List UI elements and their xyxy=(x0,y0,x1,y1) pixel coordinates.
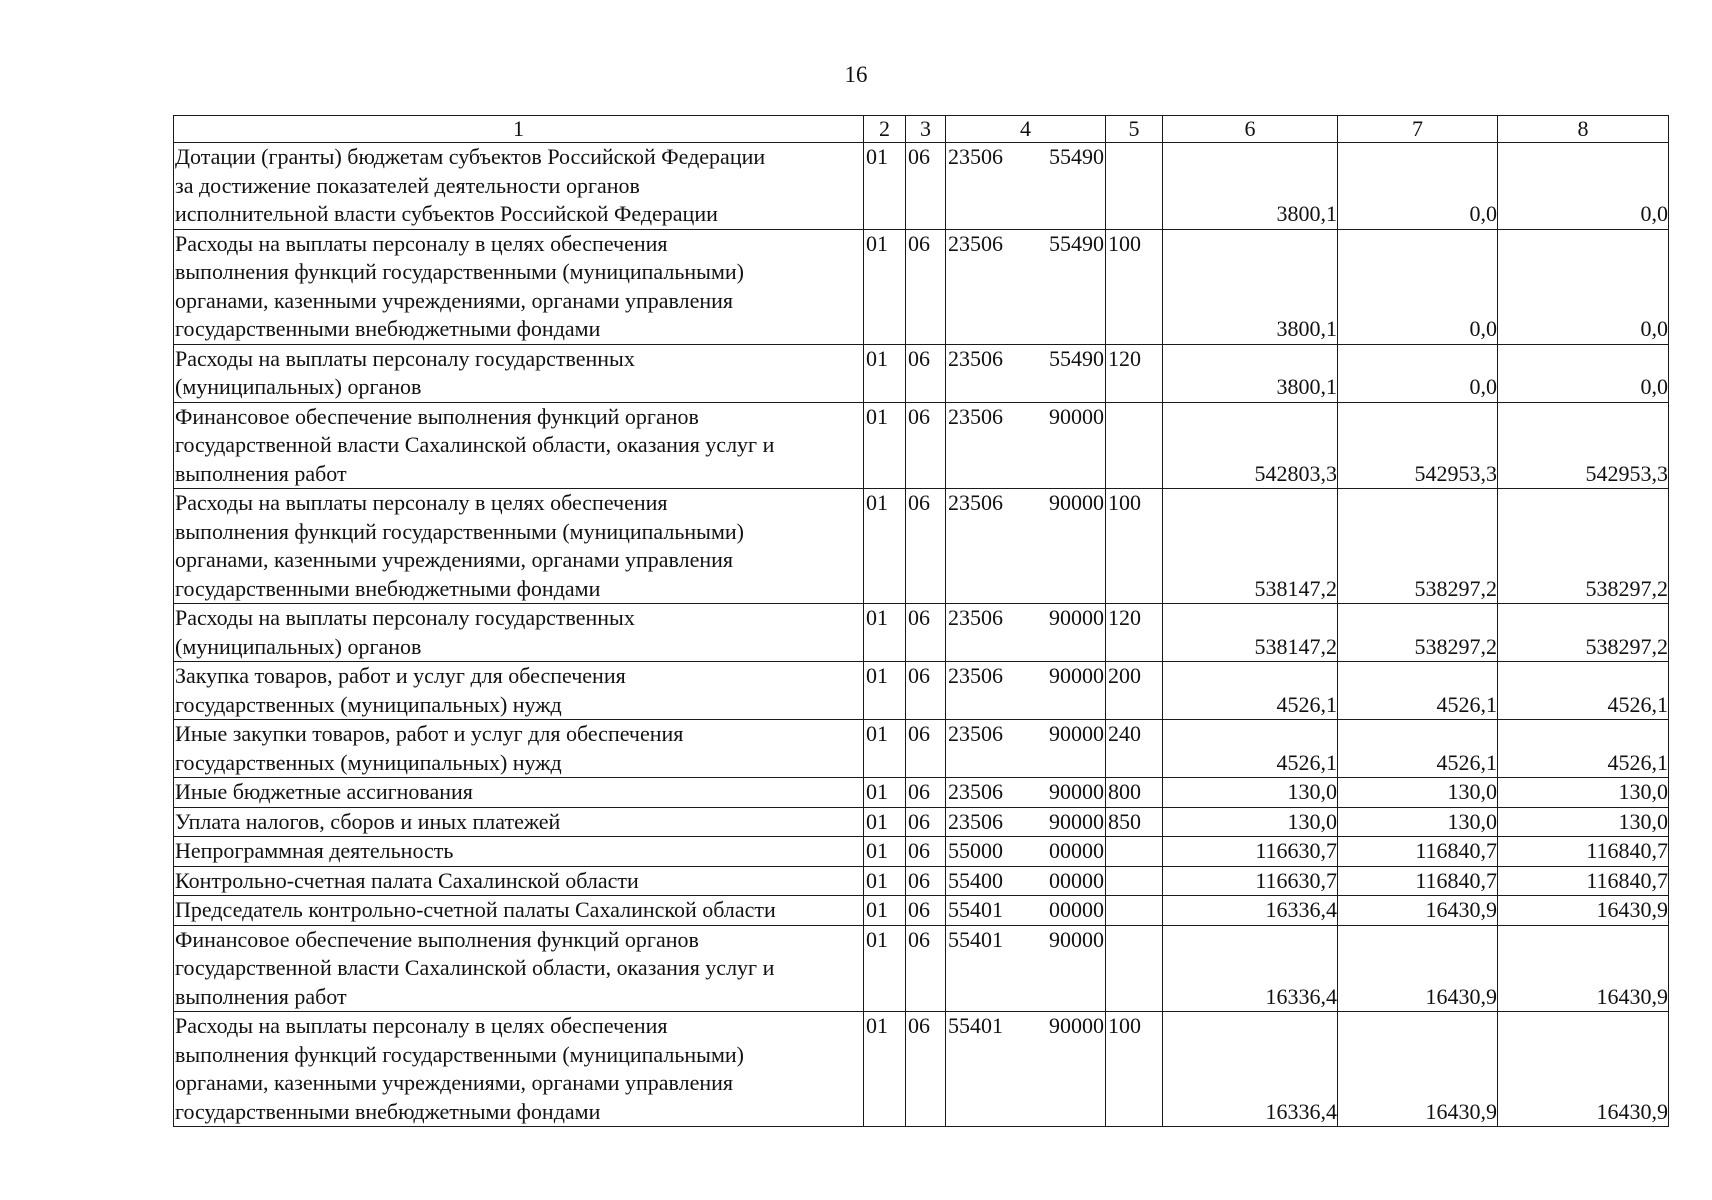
amount-col-7: 4526,1 xyxy=(1338,662,1498,720)
amount-col-8: 538297,2 xyxy=(1498,604,1669,662)
description-line: государственной власти Сахалинской области, оказания услуг и xyxy=(175,955,775,980)
description-line: государственными внебюджетными фондами xyxy=(175,1098,601,1124)
amount-col-6: 116630,7 xyxy=(1163,837,1338,867)
amount-col-7: 130,0 xyxy=(1338,778,1498,808)
section-code: 01 xyxy=(864,807,906,837)
amount-col-8: 130,0 xyxy=(1498,807,1669,837)
amount-col-6: 3800,1 xyxy=(1163,344,1338,402)
target-article-code xyxy=(946,1012,1106,1127)
header-cell-7: 7 xyxy=(1338,116,1498,143)
row-description xyxy=(174,402,864,489)
program-code: 23506 xyxy=(948,490,1003,515)
header-cell-6: 6 xyxy=(1163,116,1338,143)
program-code: 55401 xyxy=(948,897,1003,922)
section-code: 01 xyxy=(864,778,906,808)
amount-col-7: 538297,2 xyxy=(1338,489,1498,604)
expense-type-code xyxy=(1106,896,1163,926)
program-code: 23506 xyxy=(948,345,1003,371)
target-article-code xyxy=(946,402,1106,489)
direction-code: 90000 xyxy=(1049,779,1104,804)
expense-type-code xyxy=(1106,866,1163,896)
row-description xyxy=(174,720,864,778)
description-line: выполнения работ xyxy=(175,983,347,1009)
description-line: Иные бюджетные ассигнования xyxy=(175,779,473,804)
amount-col-6: 4526,1 xyxy=(1163,720,1338,778)
amount-col-6: 542803,3 xyxy=(1163,402,1338,489)
target-article-code xyxy=(946,720,1106,778)
expense-type-code: 120 xyxy=(1106,604,1163,662)
description-line: государственной власти Сахалинской области, оказания услуг и xyxy=(175,432,775,457)
amount-col-6: 16336,4 xyxy=(1163,925,1338,1012)
row-description xyxy=(174,604,864,662)
amount-col-6: 130,0 xyxy=(1163,807,1338,837)
section-code: 01 xyxy=(864,925,906,1012)
subsection-code: 06 xyxy=(906,604,946,662)
direction-code: 00000 xyxy=(1049,867,1104,893)
subsection-code: 06 xyxy=(906,229,946,344)
amount-col-8: 0,0 xyxy=(1498,143,1669,230)
program-code: 55401 xyxy=(948,1013,1003,1038)
direction-code: 55490 xyxy=(1049,345,1104,371)
amount-col-7: 538297,2 xyxy=(1338,604,1498,662)
amount-col-7: 116840,7 xyxy=(1338,866,1498,896)
header-cell-8: 8 xyxy=(1498,116,1669,143)
row-description xyxy=(174,925,864,1012)
program-code: 23506 xyxy=(948,144,1003,169)
amount-col-8: 538297,2 xyxy=(1498,489,1669,604)
expense-type-code: 240 xyxy=(1106,720,1163,778)
expense-type-code: 850 xyxy=(1106,807,1163,837)
target-article-code xyxy=(946,229,1106,344)
description-line: Финансовое обеспечение выполнения функций органов xyxy=(175,926,699,952)
description-line: Расходы на выплаты персоналу государственных xyxy=(175,605,635,630)
table-row xyxy=(174,778,1669,808)
subsection-code: 06 xyxy=(906,896,946,926)
table-row xyxy=(174,720,1669,778)
amount-col-8: 16430,9 xyxy=(1498,925,1669,1012)
table-row xyxy=(174,402,1669,489)
subsection-code: 06 xyxy=(906,720,946,778)
expense-type-code: 120 xyxy=(1106,344,1163,402)
table-row xyxy=(174,866,1669,896)
table-row xyxy=(174,837,1669,867)
subsection-code: 06 xyxy=(906,837,946,867)
description-line: выполнения функций государственными (муниципальными) xyxy=(175,1041,744,1067)
table-row xyxy=(174,344,1669,402)
row-description xyxy=(174,489,864,604)
amount-col-6: 130,0 xyxy=(1163,778,1338,808)
subsection-code: 06 xyxy=(906,344,946,402)
description-line: органами, казенными учреждениями, органами управления xyxy=(175,1070,734,1095)
table-row xyxy=(174,896,1669,926)
description-line: государственными внебюджетными фондами xyxy=(175,316,601,341)
row-description xyxy=(174,143,864,230)
target-article-code xyxy=(946,807,1106,837)
expense-type-code xyxy=(1106,402,1163,489)
header-row xyxy=(174,116,1669,143)
row-description xyxy=(174,778,864,808)
expense-type-code: 200 xyxy=(1106,662,1163,720)
section-code: 01 xyxy=(864,896,906,926)
amount-col-6: 16336,4 xyxy=(1163,1012,1338,1127)
table-row xyxy=(174,1012,1669,1127)
description-line: исполнительной власти субъектов Российской Федерации xyxy=(175,201,718,226)
direction-code: 90000 xyxy=(1049,663,1104,688)
subsection-code: 06 xyxy=(906,807,946,837)
description-line: органами, казенными учреждениями, органами управления xyxy=(175,287,734,313)
description-line: органами, казенными учреждениями, органами управления xyxy=(175,547,734,572)
description-line: Расходы на выплаты персоналу в целях обеспечения xyxy=(175,490,668,515)
description-line: Иные закупки товаров, работ и услуг для обеспечения xyxy=(175,721,684,746)
amount-col-7: 4526,1 xyxy=(1338,720,1498,778)
amount-col-7: 542953,3 xyxy=(1338,402,1498,489)
program-code: 23506 xyxy=(948,663,1003,688)
section-code: 01 xyxy=(864,489,906,604)
table-row xyxy=(174,925,1669,1012)
table-row xyxy=(174,604,1669,662)
section-code: 01 xyxy=(864,402,906,489)
description-line: Расходы на выплаты персоналу в целях обеспечения xyxy=(175,1013,668,1038)
header-cell-5: 5 xyxy=(1106,116,1163,143)
target-article-code xyxy=(946,837,1106,867)
description-line: государственных (муниципальных) нужд xyxy=(175,691,562,717)
row-description xyxy=(174,344,864,402)
description-line: государственных (муниципальных) нужд xyxy=(175,749,562,775)
amount-col-6: 4526,1 xyxy=(1163,662,1338,720)
description-line: выполнения функций государственными (муниципальными) xyxy=(175,259,744,284)
expense-type-code: 100 xyxy=(1106,489,1163,604)
program-code: 55400 xyxy=(948,867,1003,893)
target-article-code xyxy=(946,604,1106,662)
description-line: государственными внебюджетными фондами xyxy=(175,575,601,601)
description-line: Контрольно-счетная палата Сахалинской области xyxy=(175,867,639,893)
direction-code: 90000 xyxy=(1049,721,1104,746)
row-description xyxy=(174,837,864,867)
section-code: 01 xyxy=(864,866,906,896)
amount-col-6: 538147,2 xyxy=(1163,489,1338,604)
amount-col-8: 16430,9 xyxy=(1498,1012,1669,1127)
description-line: Закупка товаров, работ и услуг для обеспечения xyxy=(175,663,626,688)
description-line: Уплата налогов, сборов и иных платежей xyxy=(175,808,561,834)
expense-type-code xyxy=(1106,837,1163,867)
direction-code: 00000 xyxy=(1049,838,1104,863)
description-line: Расходы на выплаты персоналу государственных xyxy=(175,345,635,371)
target-article-code xyxy=(946,344,1106,402)
description-line: Финансовое обеспечение выполнения функций органов xyxy=(175,403,699,429)
page-number: 16 xyxy=(844,62,868,87)
section-code: 01 xyxy=(864,1012,906,1127)
program-code: 55401 xyxy=(948,926,1003,952)
direction-code: 90000 xyxy=(1049,403,1104,429)
amount-col-8: 4526,1 xyxy=(1498,662,1669,720)
amount-col-8: 4526,1 xyxy=(1498,720,1669,778)
direction-code: 90000 xyxy=(1049,605,1104,630)
amount-col-8: 16430,9 xyxy=(1498,896,1669,926)
amount-col-7: 16430,9 xyxy=(1338,925,1498,1012)
program-code: 23506 xyxy=(948,403,1003,429)
section-code: 01 xyxy=(864,229,906,344)
subsection-code: 06 xyxy=(906,402,946,489)
amount-col-7: 116840,7 xyxy=(1338,837,1498,867)
target-article-code xyxy=(946,489,1106,604)
section-code: 01 xyxy=(864,344,906,402)
description-line: Расходы на выплаты персоналу в целях обеспечения xyxy=(175,230,668,256)
amount-col-6: 538147,2 xyxy=(1163,604,1338,662)
amount-col-6: 116630,7 xyxy=(1163,866,1338,896)
amount-col-6: 16336,4 xyxy=(1163,896,1338,926)
amount-col-8: 116840,7 xyxy=(1498,866,1669,896)
expense-type-code: 100 xyxy=(1106,229,1163,344)
header-cell-1: 1 xyxy=(174,116,864,143)
description-line: Непрограммная деятельность xyxy=(175,838,454,863)
header-cell-3: 3 xyxy=(906,116,946,143)
section-code: 01 xyxy=(864,143,906,230)
program-code: 55000 xyxy=(948,838,1003,863)
target-article-code xyxy=(946,143,1106,230)
subsection-code: 06 xyxy=(906,925,946,1012)
budget-table xyxy=(173,115,1669,1127)
expense-type-code xyxy=(1106,925,1163,1012)
expense-type-code: 800 xyxy=(1106,778,1163,808)
subsection-code: 06 xyxy=(906,662,946,720)
amount-col-8: 542953,3 xyxy=(1498,402,1669,489)
table-row xyxy=(174,229,1669,344)
target-article-code xyxy=(946,866,1106,896)
amount-col-8: 0,0 xyxy=(1498,229,1669,344)
program-code: 23506 xyxy=(948,721,1003,746)
amount-col-8: 116840,7 xyxy=(1498,837,1669,867)
target-article-code xyxy=(946,925,1106,1012)
amount-col-7: 0,0 xyxy=(1338,344,1498,402)
section-code: 01 xyxy=(864,604,906,662)
amount-col-8: 130,0 xyxy=(1498,778,1669,808)
description-line: выполнения работ xyxy=(175,460,347,486)
subsection-code: 06 xyxy=(906,1012,946,1127)
target-article-code xyxy=(946,778,1106,808)
direction-code: 55490 xyxy=(1049,144,1104,169)
subsection-code: 06 xyxy=(906,778,946,808)
subsection-code: 06 xyxy=(906,143,946,230)
subsection-code: 06 xyxy=(906,866,946,896)
direction-code: 55490 xyxy=(1049,230,1104,256)
row-description xyxy=(174,662,864,720)
direction-code: 90000 xyxy=(1049,490,1104,515)
amount-col-7: 130,0 xyxy=(1338,807,1498,837)
target-article-code xyxy=(946,896,1106,926)
description-line: Дотации (гранты) бюджетам субъектов Российской Федерации xyxy=(175,144,766,169)
target-article-code xyxy=(946,662,1106,720)
header-cell-4: 4 xyxy=(946,116,1106,143)
table-row xyxy=(174,143,1669,230)
section-code: 01 xyxy=(864,837,906,867)
direction-code: 00000 xyxy=(1049,897,1104,922)
program-code: 23506 xyxy=(948,779,1003,804)
row-description xyxy=(174,896,864,926)
amount-col-7: 0,0 xyxy=(1338,229,1498,344)
program-code: 23506 xyxy=(948,808,1003,834)
amount-col-8: 0,0 xyxy=(1498,344,1669,402)
description-line: (муниципальных) органов xyxy=(175,374,422,399)
amount-col-7: 16430,9 xyxy=(1338,1012,1498,1127)
expense-type-code xyxy=(1106,143,1163,230)
row-description xyxy=(174,807,864,837)
direction-code: 90000 xyxy=(1049,926,1104,952)
table-row xyxy=(174,807,1669,837)
table-row xyxy=(174,662,1669,720)
description-line: за достижение показателей деятельности органов xyxy=(175,172,640,198)
description-line: Председатель контрольно-счетной палаты Сахалинской области xyxy=(175,897,776,922)
description-line: выполнения функций государственными (муниципальными) xyxy=(175,518,744,544)
section-code: 01 xyxy=(864,662,906,720)
amount-col-7: 0,0 xyxy=(1338,143,1498,230)
row-description xyxy=(174,866,864,896)
row-description xyxy=(174,1012,864,1127)
amount-col-6: 3800,1 xyxy=(1163,143,1338,230)
header-cell-2: 2 xyxy=(864,116,906,143)
section-code: 01 xyxy=(864,720,906,778)
description-line: (муниципальных) органов xyxy=(175,633,422,659)
amount-col-6: 3800,1 xyxy=(1163,229,1338,344)
amount-col-7: 16430,9 xyxy=(1338,896,1498,926)
subsection-code: 06 xyxy=(906,489,946,604)
program-code: 23506 xyxy=(948,230,1003,256)
row-description xyxy=(174,229,864,344)
direction-code: 90000 xyxy=(1049,1013,1104,1038)
table-body xyxy=(174,116,1669,1127)
program-code: 23506 xyxy=(948,605,1003,630)
direction-code: 90000 xyxy=(1049,808,1104,834)
table-row xyxy=(174,489,1669,604)
expense-type-code: 100 xyxy=(1106,1012,1163,1127)
